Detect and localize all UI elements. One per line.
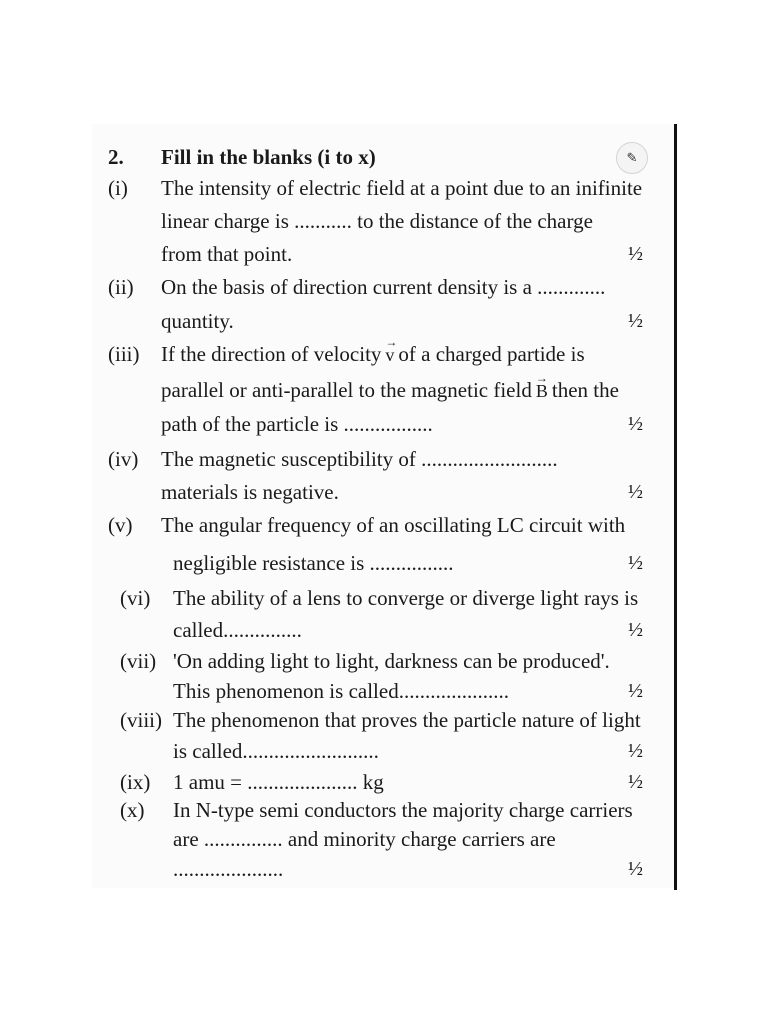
item-text: from that point.	[161, 242, 293, 266]
item-text: The magnetic susceptibility of ..........................	[161, 447, 558, 471]
item-text: called...............	[173, 618, 302, 642]
item-text: parallel or anti-parallel to the magnetic field → B then the	[161, 371, 619, 402]
item-text: is called..........................	[173, 739, 379, 763]
item-text: The ability of a lens to converge or diverge light rays is	[173, 586, 639, 610]
item-label: (viii)	[120, 708, 162, 732]
item-text: linear charge is ........... to the distance of the charge	[161, 209, 593, 233]
right-margin-rule	[674, 124, 677, 890]
item-label: (x)	[120, 798, 145, 822]
marks: ½	[628, 740, 643, 762]
pen-icon[interactable]: ✎	[616, 142, 648, 174]
item-label: (ii)	[108, 275, 134, 299]
item-text: .....................	[173, 857, 284, 881]
item-text: This phenomenon is called.....................	[173, 679, 509, 703]
item-text: negligible resistance is ................	[173, 551, 454, 575]
item-label: (iii)	[108, 342, 140, 366]
item-label: (iv)	[108, 447, 139, 471]
item-text: The angular frequency of an oscillating LC circuit with	[161, 513, 626, 537]
item-label: (vii)	[120, 649, 157, 673]
marks: ½	[628, 771, 643, 793]
item-text: On the basis of direction current density is a .............	[161, 275, 606, 299]
item-text: quantity.	[161, 309, 234, 333]
item-text: path of the particle is .................	[161, 412, 433, 436]
marks: ½	[628, 680, 643, 702]
marks: ½	[628, 619, 643, 641]
item-label: (i)	[108, 176, 128, 200]
item-text: The intensity of electric field at a point due to an inifinite	[161, 176, 643, 200]
item-text: 'On adding light to light, darkness can be produced'.	[173, 649, 610, 673]
marks: ½	[628, 481, 643, 503]
marks: ½	[628, 243, 643, 265]
item-text: If the direction of velocity → v of a charged partide is	[161, 335, 585, 366]
question-number: 2.	[108, 145, 124, 169]
velocity-vector-symbol: → v	[385, 335, 398, 365]
item-text: In N-type semi conductors the majority charge carriers	[173, 798, 633, 822]
marks: ½	[628, 413, 643, 435]
item-text: are ............... and minority charge carriers are	[173, 827, 556, 851]
item-label: (ix)	[120, 770, 151, 794]
marks: ½	[628, 310, 643, 332]
marks: ½	[628, 858, 643, 880]
item-text: The phenomenon that proves the particle nature of light	[173, 708, 641, 732]
item-label: (v)	[108, 513, 133, 537]
marks: ½	[628, 552, 643, 574]
item-label: (vi)	[120, 586, 151, 610]
question-title: Fill in the blanks (i to x)	[161, 145, 376, 169]
item-text: 1 amu = ..................... kg	[173, 770, 384, 794]
item-text: materials is negative.	[161, 480, 339, 504]
field-vector-symbol: → B	[535, 371, 548, 401]
